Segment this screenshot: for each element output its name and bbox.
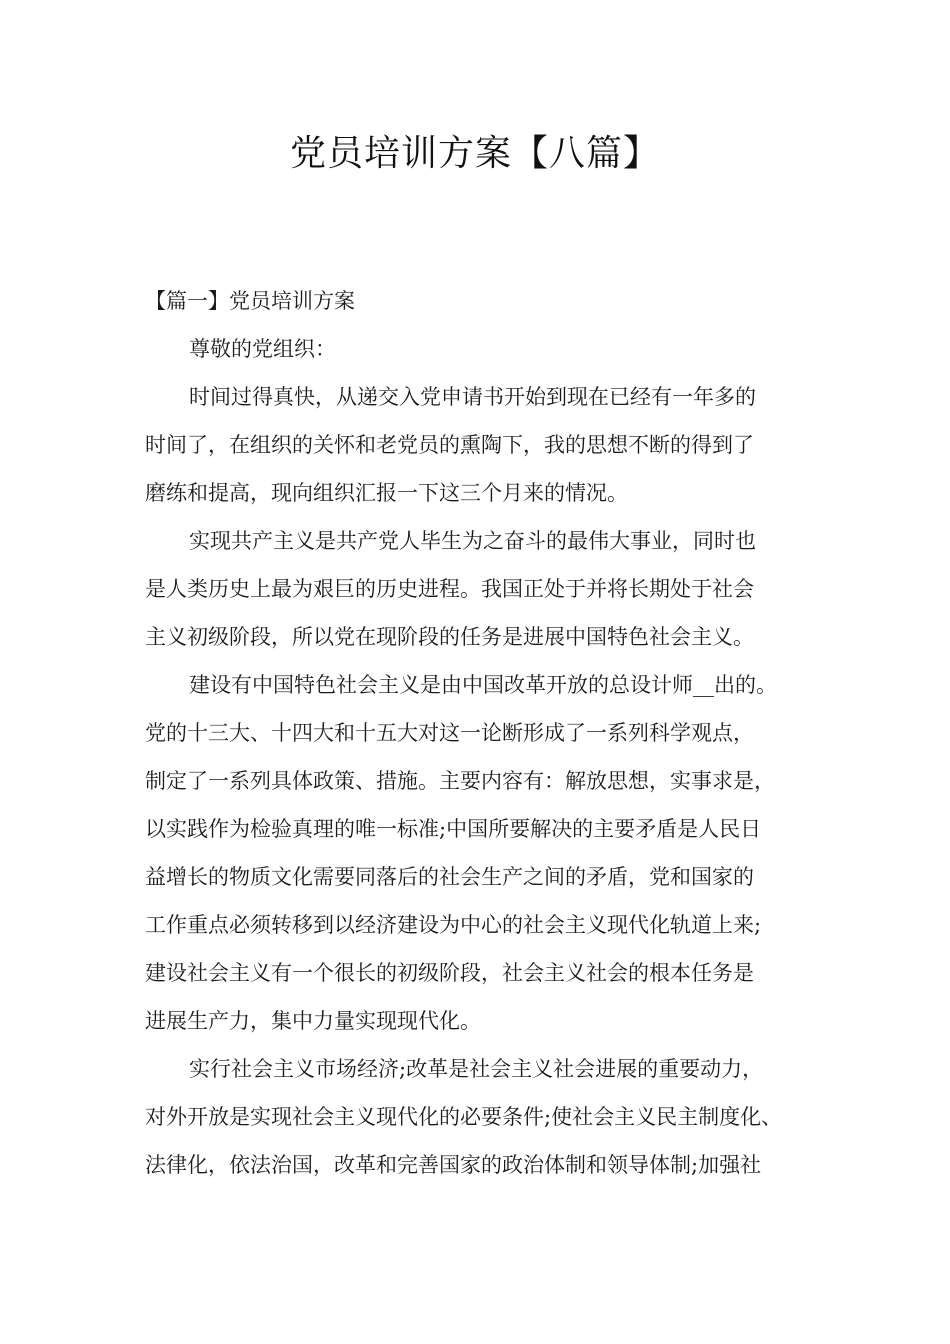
document-body [145, 283, 825, 1183]
salutation: 尊敬的党组织： [189, 337, 336, 361]
paragraph-line: 制定了一系列具体政策、措施。主要内容有：解放思想，实事求是， [145, 769, 775, 793]
paragraph-line: 建设有中国特色社会主义是由中国改革开放的总设计师__出的。 [189, 673, 777, 697]
paragraph-line: 法律化，依法治国，改革和完善国家的政治体制和领导体制;加强社 [145, 1153, 762, 1177]
paragraph-line: 以实践作为检验真理的唯一标准;中国所要解决的主要矛盾是人民日 [145, 817, 762, 841]
paragraph-4 [145, 1051, 825, 1183]
paragraph-line: 益增长的物质文化需要同落后的社会生产之间的矛盾，党和国家的 [145, 865, 754, 889]
paragraph-line: 时间过得真快，从递交入党申请书开始到现在已经有一年多的 [189, 385, 756, 409]
paragraph-line: 实行社会主义市场经济;改革是社会主义社会进展的重要动力， [189, 1057, 764, 1081]
paragraph-line: 党的十三大、十四大和十五大对这一论断形成了一系列科学观点， [145, 721, 754, 745]
paragraph-line: 建设社会主义有一个很长的初级阶段，社会主义社会的根本任务是 [145, 961, 754, 985]
paragraph-1 [145, 379, 825, 511]
paragraph-line: 磨练和提高，现向组织汇报一下这三个月来的情况。 [145, 481, 628, 505]
paragraph-2 [145, 523, 825, 655]
document-title: 党员培训方案【八篇】 [289, 133, 660, 174]
paragraph-line: 工作重点必须转移到以经济建设为中心的社会主义现代化轨道上来; [145, 913, 762, 937]
paragraph-3 [145, 667, 825, 1039]
paragraph-line: 时间了，在组织的关怀和老党员的熏陶下，我的思想不断的得到了 [145, 433, 754, 457]
paragraph-line: 进展生产力，集中力量实现现代化。 [145, 1009, 481, 1033]
paragraph-line: 是人类历史上最为艰巨的历史进程。我国正处于并将长期处于社会 [145, 577, 754, 601]
paragraph-line: 实现共产主义是共产党人毕生为之奋斗的最伟大事业，同时也 [189, 529, 756, 553]
paragraph-line: 对外开放是实现社会主义现代化的必要条件;使社会主义民主制度化、 [145, 1105, 783, 1129]
section-heading: 【篇一】党员培训方案 [145, 289, 355, 313]
paragraph-line: 主义初级阶段，所以党在现阶段的任务是进展中国特色社会主义。 [145, 625, 754, 649]
